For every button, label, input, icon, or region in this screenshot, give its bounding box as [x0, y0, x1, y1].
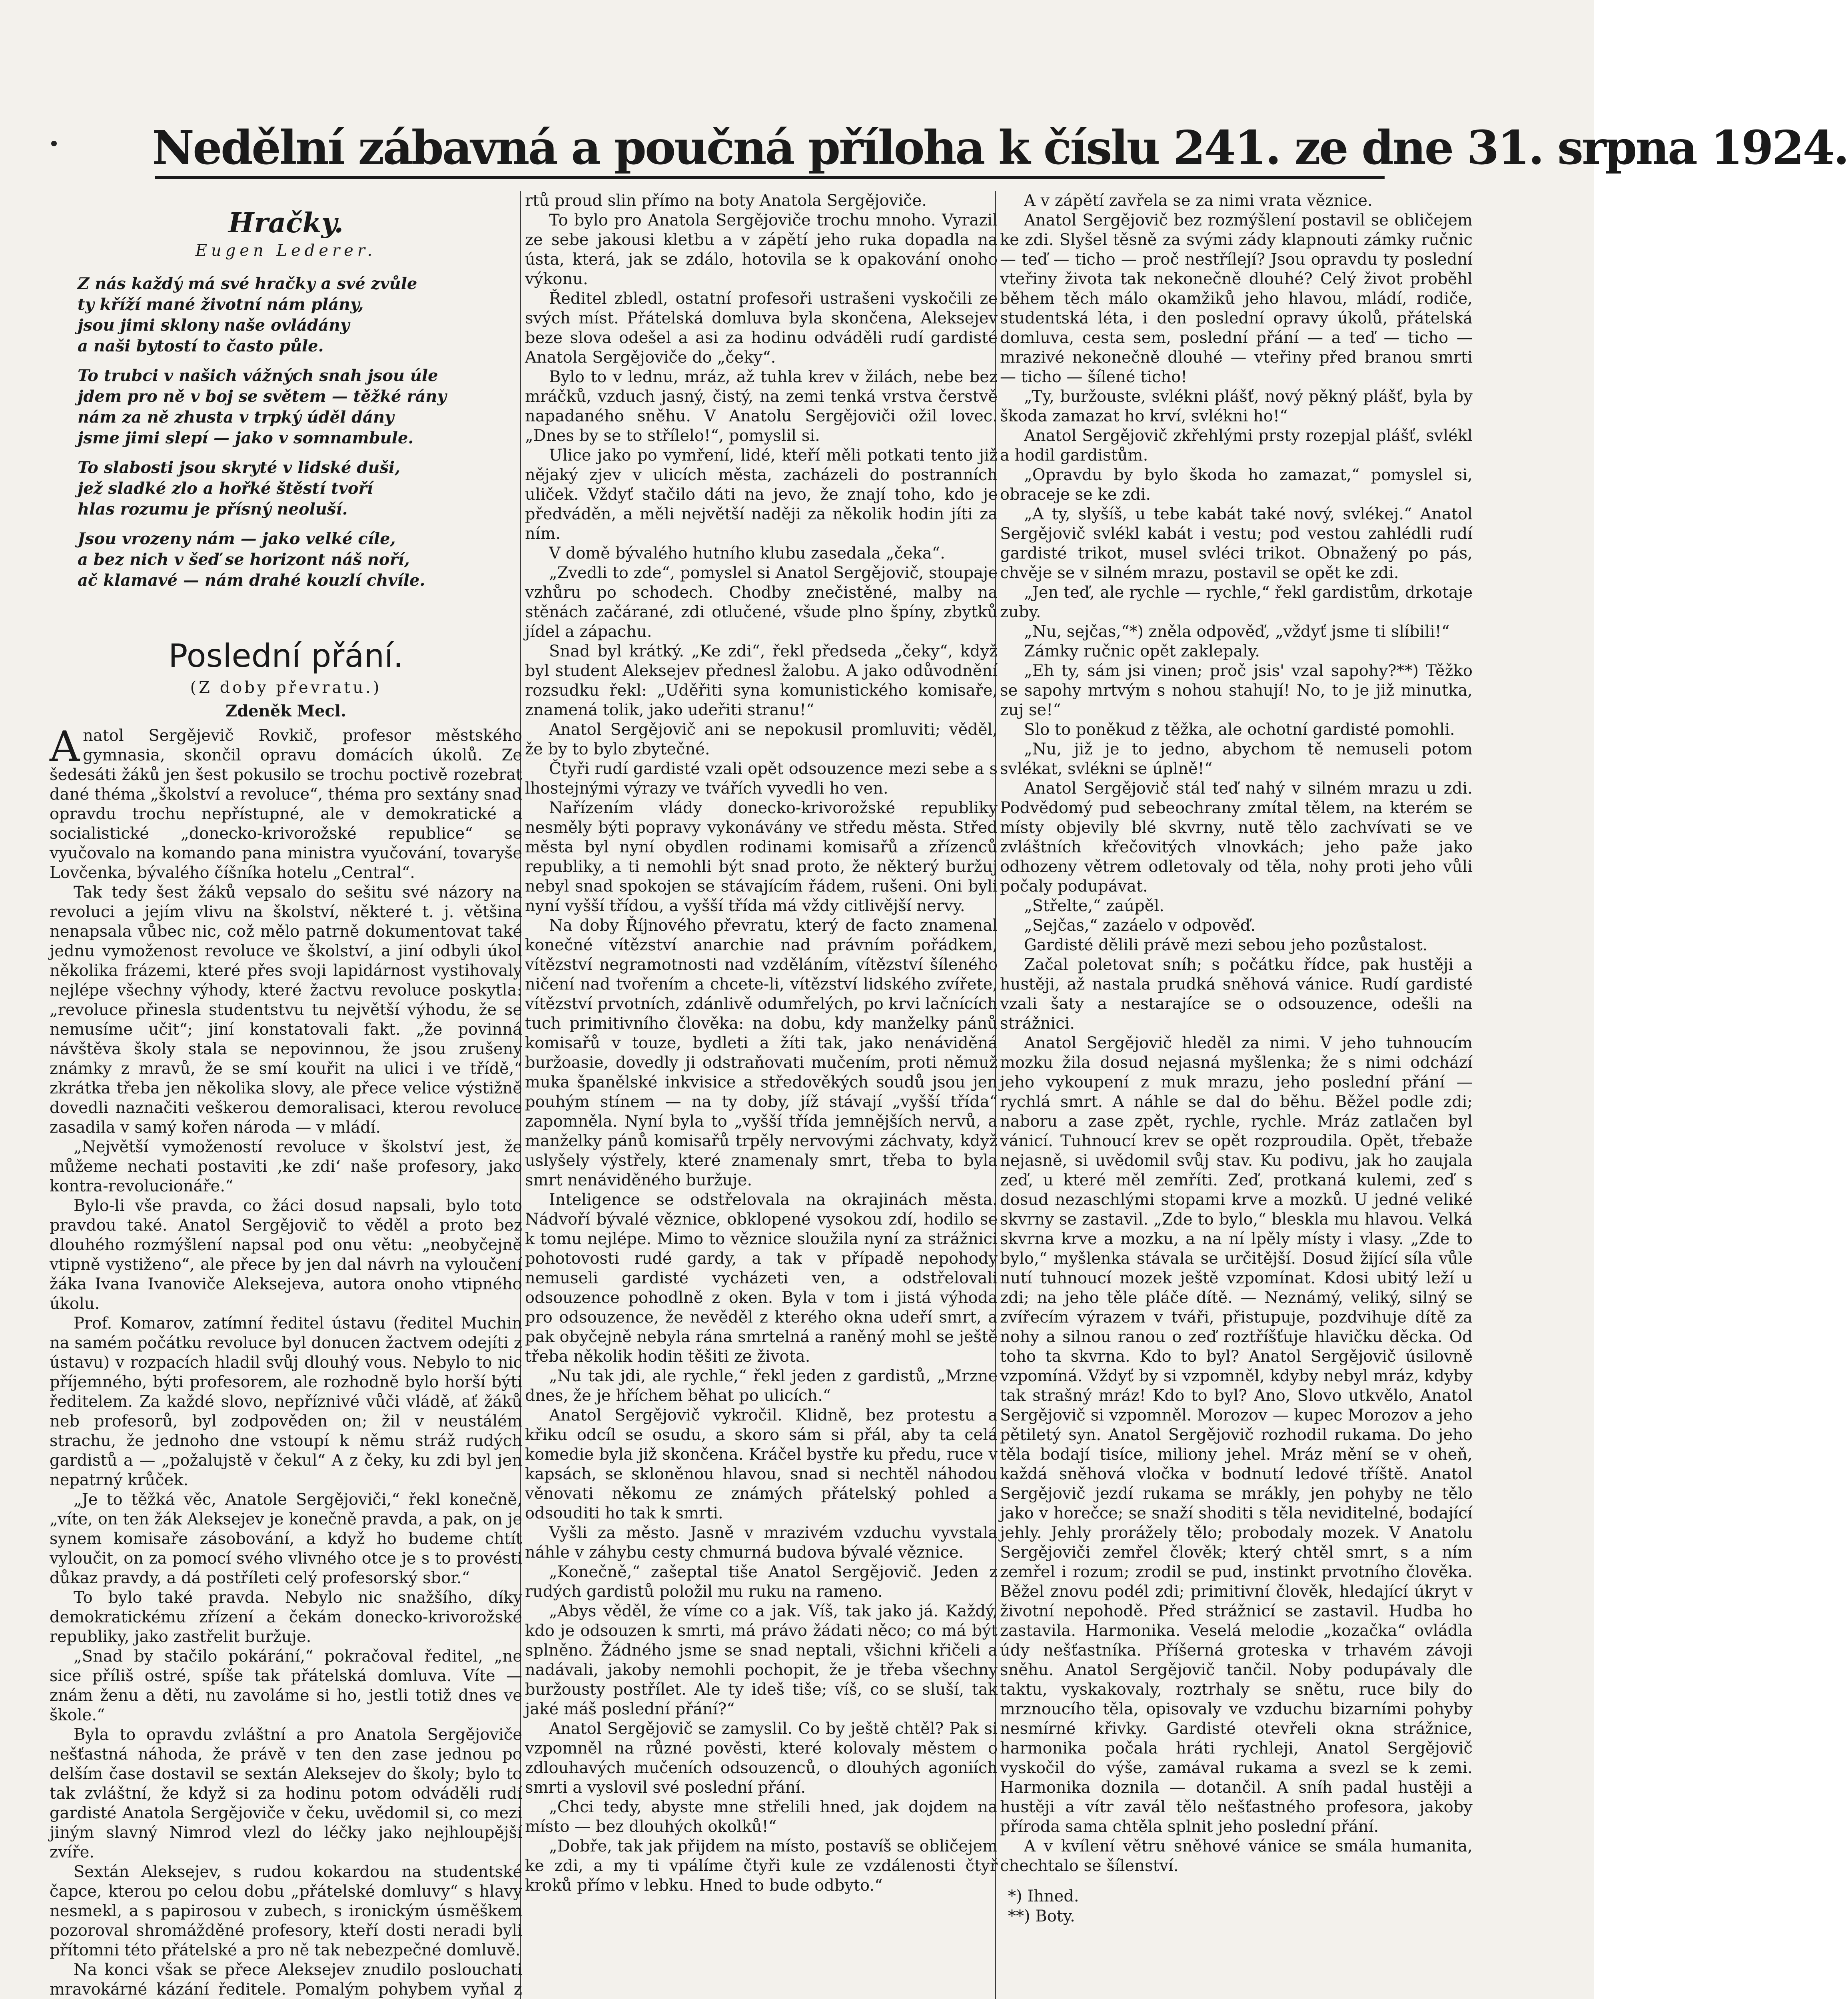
paragraph: Inteligence se odstřelovala na okrajinách města. Nádvoří bývalé věznice, obklopené vysokou zdí, hodilo se k tomu nejlépe. Mimo to věznice sloužila nyní za strážnici pohotovosti rudé gardy, a tak v případě nepohody nemuseli gardisté vycházeti ven, a odstřelovali odsouzence pohodlně z oken. Byla v tom i jistá výhoda pro odsouzence, že nevěděl z kterého okna udeří smrt, a pak obyčejně nebyla rána smrtelná a raněný mohl se ještě třeba několik hodin těšiti ze života. — [525, 1191, 998, 1366]
footnote: **) Boty. — [1008, 1907, 1075, 1925]
story-text — [1000, 191, 1473, 1876]
paragraph: Gardisté dělili právě mezi sebou jeho pozůstalost. — [1024, 936, 1428, 954]
paragraph: Bylo to v lednu, mráz, až tuhla krev v žilách, nebe bez mráčků, vzduch jasný, čistý, na zemi tenká vrstva čerstvě napadaného sněhu. V Anatolu Sergějoviči ožil lovec. „Dnes by se to střílelo!“, pomyslil si. — [525, 368, 998, 445]
paragraph: „Střelte,“ zaúpěl. — [1024, 897, 1164, 915]
paragraph: Sextán Aleksejev, s rudou kokardou na studentské čapce, kterou po celou dobu „přátelské domluvy“ s hlavy nesmekl, a s papirosou v zubech, s ironickým úsměškem pozoroval shromážděné profesory, kteří dosti neradi byli přítomni této přátelské a pro ně tak nebezpečné domluvě. — [50, 1863, 522, 1959]
paragraph: „Opravdu by bylo škoda ho zamazat,“ pomyslel si, obraceje se ke zdi. — [1000, 466, 1473, 504]
poem-line: ty kříží mané životní nám plány, — [78, 295, 364, 314]
poem-line: jdem pro ně v boj se světem — těžké rány — [78, 387, 447, 406]
paragraph: Prof. Komarov, zatímní ředitel ústavu (ředitel Muchin na samém počátku revoluce byl donucen žactvem odejíti z ústavu) v rozpacích hladil svůj dlouhý vous. Nebylo to nic příjemného, býti profesorem, ale rozhodně bylo horší býti ředitelem. Za každé slovo, nepříznivé vůči vládě, ať žáků neb profesorů, byl zodpověden on; žil v neustálém strachu, že jednoho dne vstoupí k němu stráž rudých gardistů a — „požalujstě v čekul“ A z čeky, ku zdi byl jen nepatrný krůček. — [50, 1314, 522, 1489]
paragraph: „Snad by stačilo pokárání,“ pokračoval ředitel, „ne sice příliš ostré, spíše tak přátelská domluva. Víte — znám ženu a děti, nu zavoláme si ho, jestli totiž dnes ve škole.“ — [50, 1647, 522, 1724]
poem-line: a bez nich v šeď se horizont náš noří, — [78, 550, 410, 569]
story-subtitle: (Z doby převratu.) — [190, 678, 382, 697]
poem-line: To trubci v našich vážných snah jsou úle — [78, 366, 438, 385]
poem-line: jež sladké zlo a hořké štěstí tvoří — [78, 479, 373, 498]
paragraph: To bylo pro Anatola Sergějoviče trochu mnoho. Vyrazil ze sebe jakousi kletbu a v zápětí jeho ruka dopadla na ústa, která, jak se zdálo, hotovila se k opakování onoho výkonu. — [525, 211, 998, 288]
poem-title: Hračky. — [228, 207, 344, 239]
poem-line: Z nás každý má své hračky a své zvůle — [78, 274, 417, 293]
footnotes — [1000, 1886, 1473, 1926]
margin-dot — [51, 141, 57, 146]
paragraph: Ulice jako po vymření, lidé, kteří měli potkati tento již nějaký zjev v ulicích města, zacházeli do postranních uliček. Vždyť stačilo dáti na jevo, že znají toho, kdo je předváděn, a měli největší naději za několik hodin jíti za ním. — [525, 446, 998, 543]
paragraph: Slo to poněkud z těžka, ale ochotní gardisté pomohli. — [1024, 720, 1455, 739]
poem-stanza — [78, 273, 522, 357]
footnote: *) Ihned. — [1008, 1887, 1079, 1905]
paragraph: Anatol Sergějovič zkřehlými prsty rozepjal plášť, svlékl a hodil gardistům. — [1000, 427, 1473, 465]
paragraph: „Konečně,“ zašeptal tiše Anatol Sergějovič. Jeden z rudých gardistů položil mu ruku na rameno. — [525, 1563, 998, 1601]
poem-line: To slabosti jsou skryté v lidské duši, — [78, 458, 401, 477]
paragraph: „Nu, sejčas,“*) zněla odpověď, „vždyť jsme ti slíbili!“ — [1024, 622, 1450, 641]
paragraph: „Největší vymožeností revoluce v školství jest, že můžeme nechati postaviti ,ke zdi‘ naše profesory, jako kontra-revolucionáře.“ — [50, 1138, 522, 1195]
story-text — [50, 722, 522, 1999]
poem-stanza — [78, 529, 522, 591]
paragraph: Nařízením vlády donecko-krivorožské republiky nesměly býti popravy vykonávány ve středu města. Střed města byl nyní obydlen rodinami komisařů a zřízenců republiky, a ti nemohli být snad proto, že některý buržuj nebyl snad spokojen se stávajícím řádem, rušeni. Oni byli nyní vyšší třídou, a vyšší třída má vždy citlivější nervy. — [525, 799, 998, 915]
paragraph: A v zápětí zavřela se za nimi vrata věznice. — [1024, 192, 1373, 210]
drop-cap: A — [50, 722, 80, 771]
paragraph: Anatol Sergějovič stál teď nahý v silném mrazu u zdi. Podvědomý pud sebeochrany zmítal tělem, na kterém se místy objevily blé skvrny, nutě tělo zachvívati se ve zvláštních křečovitých vlnovkách; jeho paže jako odhozeny větrem odletovaly od těla, nohy proti jeho vůli počaly podupávat. — [1000, 779, 1473, 896]
paragraph: Čtyři rudí gardisté vzali opět odsouzence mezi sebe a s lhostejnými výrazy ve tvářích vyvedli ho ven. — [525, 760, 998, 798]
paragraph: Snad byl krátký. „Ke zdi“, řekl předseda „čeky“, když byl student Aleksejev přednesl žalobu. A jako odůvodnění rozsudku řekl: „Uděřiti syna komunistického komisaře, znamená tolik, jako udeřiti stranu!“ — [525, 642, 998, 719]
poem-stanza — [78, 457, 522, 520]
poem-line: jsou jimi sklony naše ovládány — [78, 316, 350, 335]
paragraph: „Sejčas,“ zazáelo v odpověď. — [1024, 916, 1256, 935]
paragraph: Zámky ručnic opět zaklepaly. — [1024, 642, 1260, 660]
paragraph: „Eh ty, sám jsi vinen; proč jsis' vzal sapohy?**) Těžko se sapohy mrtvým s nohou stahují! No, to je již minutka, zuj se!“ — [1000, 662, 1473, 719]
paragraph: Bylo-li vše pravda, co žáci dosud napsali, bylo toto pravdou také. Anatol Sergějovič to věděl a proto bez dlouhého rozmýšlení napsal pod onu větu: „neobyčejně vtipně vystiženo“, ale přece by jen dal návrh na vyloučení žáka Ivana Ivanoviče Aleksejeva, autora onoho vtipného úkolu. — [50, 1197, 522, 1313]
paragraph: V domě bývalého hutního klubu zasedala „čeka“. — [549, 544, 945, 563]
paragraph: Začal poletovat sníh; s počátku řídce, pak hustěji a hustěji, až nastala prudká sněhová vánice. Rudí gardisté vzali šaty a nestarajíce se o odsouzence, odešli na strážnici. — [1000, 956, 1473, 1033]
story-text — [525, 191, 998, 1895]
paragraph: Anatol Sergějovič bez rozmýšlení postavil se obličejem ke zdi. Slyšel těsně za svými zády klapnouti zámky ručnic — teď — ticho — proč nestřílejí? Jsou opravdu ty poslední vteřiny života tak nekonečně dlouhé? Celý život proběhl během těch málo okamžiků jeho hlavou, mládí, rodiče, studentská léta, i den poslední opravy úkolů, přátelská domluva, cesta sem, poslední přání — a teď — ticho — mrazivé nekonečně dlouhé — vteřiny před branou smrti — ticho — šílené ticho! — [1000, 211, 1473, 386]
paragraph: „Ty, buržouste, svlékni plášť, nový pěkný plášť, byla by škoda zamazat ho krví, svlékni ho!“ — [1000, 387, 1473, 425]
poem-stanza — [78, 365, 522, 449]
paragraph: Anatol Sergějevič Rovkič, profesor městského gymnasia, skončil opravu domácích úkolů. Ze šedesáti žáků jen šest pokusilo se trochu poctivě rozebrat dané théma „školství a revoluce“, théma pro sextány snad opravdu trochu nepřístupné, ale v demokratické a socialistické „donecko-krivorožské republice“ se vyučovalo na komando pana ministra vyučování, tovaryše Lovčenka, bývalého číšníka hotelu „Central“. — [50, 722, 522, 882]
paragraph: „Abys věděl, že víme co a jak. Víš, tak jako já. Každý, kdo je odsouzen k smrti, má právo žádati něco; co má být splněno. Žádného jsme se snad neptali, všichni křičeli a nadávali, jakoby nemohli pochopit, že je třeba všechny buržousty postřílet. Ale ty ideš tiše; víš, co se sluší, tak jaké máš poslední přání?“ — [525, 1602, 998, 1718]
paragraph: „A ty, slyšíš, u tebe kabát také nový, svlékej.“ Anatol Sergějovič svlékl kabát i vestu; pod vestou zahlédli rudí gardisté trikot, musel svléci trikot. Obnažený po pás, chvěje se v silném mrazu, postavil se opět ke zdi. — [1000, 505, 1473, 582]
poem-line: ač klamavé — nám drahé kouzlí chvíle. — [78, 571, 425, 590]
poem-line: jsme jimi slepí — jako v somnambule. — [78, 429, 414, 447]
paragraph: A v kvílení větru sněhové vánice se smála humanita, chechtalo se šílenství. — [1000, 1837, 1473, 1875]
poem-line: Jsou vrozeny nám — jako velké cíle, — [78, 529, 396, 548]
paragraph: „Dobře, tak jak přijdem na místo, postavíš se obličejem ke zdi, a my ti vpálíme čtyři kule ze vzdálenosti čtyř kroků přímo v lebku. Hned to bude odbyto.“ — [525, 1837, 998, 1895]
paragraph: Tak tedy šest žáků vepsalo do sešitu své názory na revoluci a jejím vlivu na školství, některé t. j. většina nenapsala vůbec nic, což mělo patrně dokumentovat také jednu vymoženost revoluce ve školství, a jiní odbyli úkol několika frázemi, které přes svoji lapidárnost vystihovaly nejlépe všechny výhody, které žactvu revoluce poskytla: „revoluce přinesla studentstvu tu největší výhodu, že se nemusíme učit“; jiní konstatovali fakt. „že povinná návštěva školy stala se nepovinnou, že jsou zrušeny známky z mravů, že se smí kouřit na ulici i ve třídě,“ zkrátka třeba jen několika slovy, ale přece velice výstižně dovedli naznačiti veškerou demoralisaci, kterou revoluce zasadila v samý kořen národa — v mládí. — [50, 883, 522, 1137]
story-author: Zdeněk Mecl. — [226, 702, 346, 720]
paragraph: Anatol Sergějovič vykročil. Klidně, bez protestu a křiku odcíl se osudu, a skoro sám si přál, aby ta celá komedie byla již skončena. Kráčel bystře ku předu, ruce v kapsách, se skloněnou hlavou, snad si nechtěl náhodou věnovati někomu ze známých přátelský pohled a odsouditi ho tak k smrti. — [525, 1406, 998, 1522]
poem-author: Eugen Lederer. — [195, 241, 377, 260]
poem-line: nám za ně zhusta v trpký úděl dány — [78, 408, 394, 427]
paragraph: „Chci tedy, abyste mne střelili hned, jak dojdem na místo — bez dlouhých okolků!“ — [525, 1798, 998, 1836]
story-title: Poslední přání. — [168, 637, 403, 674]
paragraph: „Nu, již je to jedno, abychom tě nemuseli potom svlékat, svlékni se úplně!“ — [1000, 740, 1473, 778]
paragraph: Anatol Sergějovič hleděl za nimi. V jeho tuhnoucím mozku žila dosud nejasná myšlenka; že s nimi odchází jeho vykoupení z muk mrazu, jeho poslední přání — rychlá smrt. A náhle se dal do běhu. Běžel podle zdi; naboru a zase zpět, rychle, rychle. Mráz zatlačen byl vánicí. Tuhnoucí krev se opět rozproudila. Opět, třebaže nejasně, si uvědomil svůj stav. Ku podivu, jak ho zaujala zeď, u které měl zemříti. Zeď, protkaná kulemi, zeď s dosud nezaschlými stopami krve a mozků. U jedné veliké skvrny se zastavil. „Zde to bylo,“ bleskla mu hlavou. Velká skvrna krve a mozku, a na ní lpěly místy i vlasy. „Zde to bylo,“ myšlenka stávala se určitější. Dosud žijící síla vůle nutí tuhnoucí mozek ještě vzpomínat. Kdosi ubitý leží u zdi; na jeho těle pláče dítě. — Neznámý, veliký, silný se zvířecím výrazem v tváři, přistupuje, pozdvihuje dítě za nohy a silnou ranou o zeď roztříšťuje hlavičku děcka. Od toho ta skvrna. Kdo to byl? Anatol Sergějovič úsilovně vzpomíná. Vždyť by si vzpomněl, kdyby nebyl mráz, kdyby tak strašný mráz! Kdo to byl? Ano, Slovo utkvělo, Anatol Sergějovič si vzpomněl. Morozov — kupec Morozov a jeho pětiletý syn. Anatol Sergějovič rozhodil rukama. Do jeho těla bodají tisíce, miliony jehel. Mráz mění se v oheň, každá sněhová vločka v bodnutí ledové tříště. Anatol Sergějovič jezdí rukama se mrákly, jen pohyby ne tělo jako v horečce; se snaží shoditi s těla neviditelné, bodající jehly. Jehly prorážely tělo; probodaly mozek. V Anatolu Sergějoviči zemřel člověk; který chtěl smrt, s a ním zemřel i rozum; zrodil se pud, instinkt prvotního člověka. Běžel znovu podél zdi; primitivní člověk, hledající úkryt v životní nepohodě. Před strážnicí se zastavil. Hudba ho zastavila. Harmonika. Veselá melodie „kozačka“ ovládla údy nešťastníka. Příšerná groteska v trhavém závoji sněhu. Anatol Sergějovič tančil. Noby podupávaly dle taktu, vyskakovaly, roztrhaly se snětu, ruce bily do mrznoucího těla, opisovaly ve vzduchu bizarními pohyby nesmírné křivky. Gardisté otevřeli okna strážnice, harmonika počala hráti rychleji, Anatol Sergějovič vyskočil do výše, zamával rukama a svezl se k zemi. Harmonika doznila — dotančil. A sníh padal hustěji a hustěji a vítr zavál tělo nešťastného profesora, jakoby příroda sama chtěla splnit jeho poslední přání. — [1000, 1034, 1473, 1836]
paragraph: Ředitel zbledl, ostatní profesoři ustrašeni vyskočili ze svých míst. Přátelská domluva byla skončena, Aleksejev beze slova odešel a asi za hodinu odváděli rudí gardisté Anatola Sergějoviče do „čeky“. — [525, 289, 998, 367]
poem-line: hlas rozumu je přísný neoluší. — [78, 500, 348, 519]
paragraph: Na konci však se přece Aleksejev znudilo poslouchati mravokárné kázání ředitele. Pomalým pohybem vyňal z — [50, 1961, 522, 1999]
supplement-header: Nedělní zábavná a poučná příloha k číslu 241. ze dne 31. srpna 1924. — [152, 121, 1848, 175]
column-1 — [50, 191, 522, 1999]
paragraph: Vyšli za město. Jasně v mrazivém vzduchu vyvstala náhle v záhybu cesty chmurná budova bývalé věznice. — [525, 1524, 998, 1562]
paragraph: Byla to opravdu zvláštní a pro Anatola Sergějoviče nešťastná náhoda, že právě v ten den zase jednou po delším čase dostavil se sextán Aleksejev do školy; bylo to tak zvláštní, že když si za hodinu potom odváděli rudí gardisté Anatola Sergějoviče v čeku, uvědomil si, co mezi jiným slavný Nimrod vlezl do léčky jako nejhloupější zvíře. — [50, 1726, 522, 1861]
paragraph: Anatol Sergějovič se zamyslil. Co by ještě chtěl? Pak si vzpomněl na různé pověsti, které kolovaly městem o zdlouhavých mučeních odsouzenců, o dlouhých agoniích smrti a vyslovil své poslední přání. — [525, 1720, 998, 1797]
column-2 — [525, 191, 998, 1999]
paragraph: To bylo také pravda. Nebylo nic snažšího, díky demokratickému zřízení a čekám donecko-krivorožské republiky, jako zastřelit buržuje. — [50, 1588, 522, 1646]
paragraph: „Zvedli to zde“, pomyslel si Anatol Sergějovič, stoupaje vzhůru po schodech. Chodby znečistěné, malby na stěnách začárané, zdi otlučené, všude plno špíny, zbytků jídel a zápachu. — [525, 564, 998, 641]
column-3 — [1000, 191, 1473, 1999]
poem-line: a naši bytostí to často půle. — [78, 337, 324, 355]
paragraph: „Nu tak jdi, ale rychle,“ řekl jeden z gardistů, „Mrzne dnes, že je hříchem běhat po ulicích.“ — [525, 1367, 998, 1405]
header-rule — [155, 176, 1385, 179]
paragraph: „Jen teď, ale rychle — rychle,“ řekl gardistům, drkotaje zuby. — [1000, 583, 1473, 621]
paragraph: rtů proud slin přímo na boty Anatola Sergějoviče. — [525, 192, 927, 210]
paragraph: Na doby Říjnového převratu, který de facto znamenal konečné vítězství anarchie nad právním pořádkem, vítězství negramotnosti nad vzděláním, vítězství šíleného ničení nad tvořením a chcete-li, vítězství lidského zvířete, vítězství prvotních, zdánlivě odumřelých, po krvi lačnících tuch primitivního člověka: na dobu, kdy manželky pánů komisařů v touze, bydleti a žíti tak, jako nenáviděná buržoasie, dovedly ji odstraňovati mučením, proti němuž muka španělské inkvisice a středověkých soudů jsou jen pouhým stínem — na ty doby, jíž stávají „vyšší třída“ zapomněla. Nyní byla to „vyšší třída jemnějších nervů, a manželky pánů komisařů trpěly nervovými záchvaty, když uslyšely výstřely, které znamenaly smrt, třeba to byla smrt nenáviděného buržuje. — [525, 916, 998, 1189]
paragraph: Anatol Sergějovič ani se nepokusil promluviti; věděl, že by to bylo zbytečné. — [525, 720, 998, 758]
paragraph: „Je to těžká věc, Anatole Sergějoviči,“ řekl konečně, „víte, on ten žák Aleksejev je konečně pravda, a pak, on je synem komisaře zásobování, a když ho budeme chtít vyloučit, on za pomocí svého vlivného otce je s to provésti důkaz pravdy, a dá postříleti celý profesorský sbor.“ — [50, 1490, 522, 1587]
